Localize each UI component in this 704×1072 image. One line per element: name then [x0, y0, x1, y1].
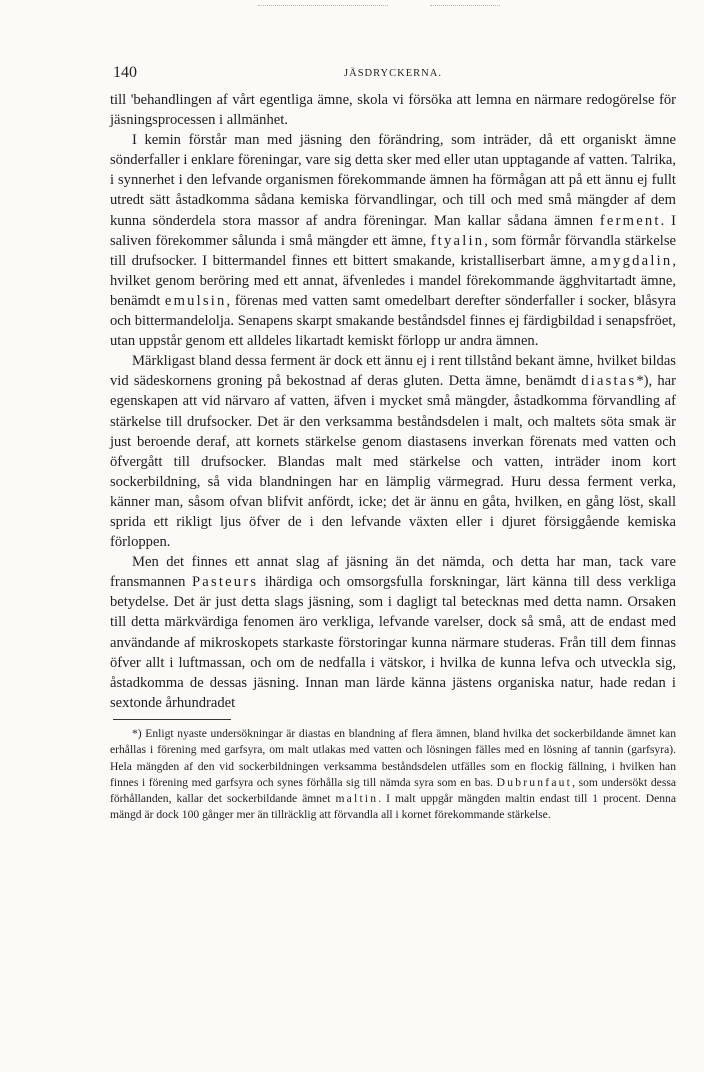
- scan-mark-right: [430, 5, 500, 6]
- spaced-term: amygdalin: [590, 252, 673, 269]
- page-number: 140: [113, 64, 137, 81]
- text-run: , som undersökt dessa förhållanden, kallar det sockerbildande ämnet: [110, 775, 676, 806]
- running-head: JÄSDRYCKERNA.: [344, 68, 442, 79]
- text-run: . I malt uppgår mängden maltin endast till 1 procent. Denna mängd är dock 100 gånger mer än tillräcklig att förvandla all i kornet förekommande stärkelse.: [110, 792, 676, 822]
- body-text: [110, 90, 676, 713]
- paragraph: [110, 351, 676, 552]
- paragraph: [110, 90, 676, 130]
- text-run: Märkligast bland dessa ferment är dock ett ännu ej i rent tillstånd bekant ämne, hvilket bildas vid sädeskornens groning på bekostnad af deras gluten. Detta ämne, benämdt: [110, 353, 676, 390]
- scan-mark-left: [258, 5, 388, 6]
- spaced-term: maltin: [335, 792, 379, 806]
- text-run: *), har egenskapen att vid närvaro af vatten, äfven i mycket små mängder, åstadkomma förvandling af stärkelse till drufsocker. Det är den verksamma beståndsdelen i malt, och maltets söta smak är just beroende deraf, att kornets stärkelse genom diastasens inverkan förenats med vatten och öfvergått till drufsocker. Blandas malt med stärkelse och vatten, inträder inom kort sockerbildning, så vida blandningen har en lämplig värmegrad. Huru dessa ferment verka, känner man, såsom ofvan blifvit anfördt, icke; det är ännu en gåta, hvilken, en gång löst, skall sprida ett rikligt ljus öfver de i den lefvande växten eller i djuret försiggående kemiska förloppen.: [110, 373, 676, 551]
- text-run: ihärdiga och omsorgsfulla forskningar, lärt känna till dess verkliga betydelse. Det är just detta slags jäsning, som i dagligt tal betecknas med detta namn. Orsaken till detta märkvärdiga fenomen äro verkliga, lefvande varelser, dock så små, att de endast med användande af mikroskopets starkaste förstoringar kunna närmare studeras. Från till dem finnas öfver allt i luftmassan, och om de nedfalla i vätskor, i hvilka de kunna lefva och utveckla sig, åstadkomma de dessas jäsning. Innan man lärde känna jästens organiska natur, hade redan i sextonde århundradet: [110, 574, 676, 711]
- spaced-term: ftyalin: [430, 232, 485, 249]
- footnote-rule: [113, 719, 231, 720]
- text-run: till 'behandlingen af vårt egentliga ämne, skola vi försöka att lemna en närmare redogörelse för jäsningsprocessen i allmänhet.: [110, 92, 676, 129]
- page-header: [110, 64, 676, 90]
- spaced-term: emulsin: [164, 292, 227, 309]
- text-run: , hvilket genom beröring med ett annat, äfvenledes i mandel förekommande ägghvitartadt ämne, benämdt: [110, 252, 676, 309]
- spaced-term: diastas: [581, 373, 637, 390]
- spaced-term: ferment: [599, 212, 661, 229]
- text-run: . I saliven förekommer sålunda i små mängder ett ämne,: [110, 212, 676, 249]
- footnote: [110, 726, 676, 824]
- paragraph: [110, 130, 676, 351]
- text-run: Men det finnes ett annat slag af jäsning än det nämda, och detta har man, tack vare fransmannen: [110, 554, 676, 591]
- footnote-text: [110, 726, 676, 824]
- spaced-term: Pasteurs: [191, 574, 259, 591]
- spaced-term: Dubrunfaut: [496, 775, 573, 789]
- book-page: [110, 64, 676, 824]
- text-run: I kemin förstår man med jäsning den förändring, som inträder, då ett organiskt ämne sönderfaller i enklare föreningar, vare sig detta sker med eller utan upptagande af vatten. Talrika, i synnerhet i den lefvande organismen förekommande ämnen ha förmågan att på ett ännu ej fullt utredt sätt åstadkomma sådana kemiska förvandlingar, och till och med små mängder af dem kunna sönderdela stora massor af andra föreningar. Man kallar sådana ämnen: [110, 132, 676, 229]
- paragraph: [110, 552, 676, 713]
- text-run: , förenas med vatten samt omedelbart derefter sönderfaller i socker, blåsyra och bittermandelolja. Senapens skarpt smakande beståndsdel finnes ej färdigbildad i senapsfröet, utan uppstår genom ett alldeles likartadt kemiskt förlopp ur andra ämnen.: [110, 292, 676, 350]
- text-run: *) Enligt nyaste undersökningar är diastas en blandning af flera ämnen, bland hvilka det sockerbildande ämnet kan erhållas i förening med garfsyra, om malt utlakas med vatten och lösningen fälles med en lösning af tannin (garfsyra). Hela mängden af den vid sockerbildningen verksamma beståndsdelen utfälles som en flockig fällning, i hvilken han finnes i förening med garfsyra och synes förhålla sig till nämda syra som en bas.: [110, 726, 676, 789]
- text-run: , som förmår förvandla stärkelse till drufsocker. I bittermandel finnes ett bittert smakande, kristalliserbart ämne,: [110, 232, 676, 269]
